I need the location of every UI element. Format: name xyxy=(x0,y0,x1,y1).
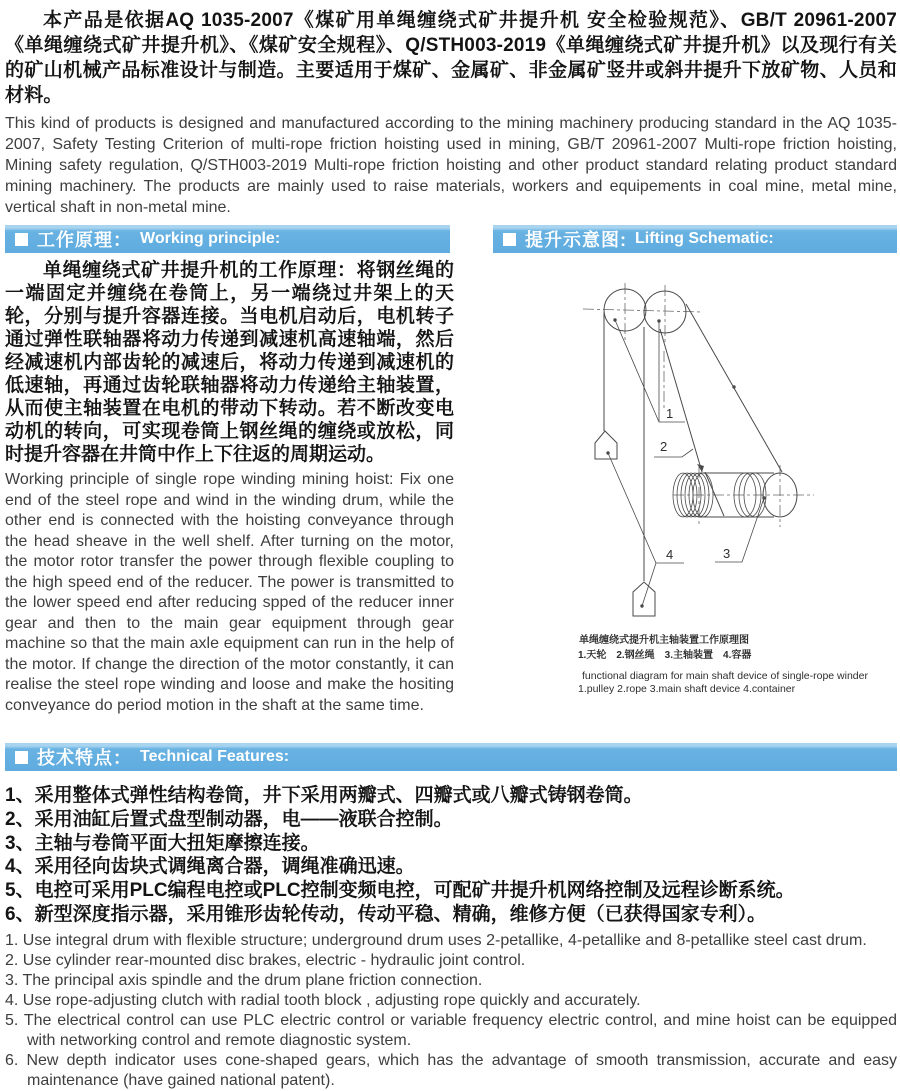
feature-item-cn: 4、采用径向齿块式调绳离合器，调绳准确迅速。 xyxy=(5,856,415,878)
working-principle-text-cn: 单绳缠绕式矿井提升机的工作原理：将钢丝绳的一端固定并缠绕在卷筒上，另一端绕过井架上的天轮，分别与提升容器连接。当电机启动后，电机转子通过弹性联轴器将动力传递到减速机高速轴端，然后经减速机内部齿轮的减速后，将动力传递到减速机的低速轴，再通过齿轮联轴器将动力传递给主轴装置，从而使主轴装置在电机的带动下转动。若不断改变电动机的转向，可实现卷筒上钢丝绳的缠绕或放松，同时提升容器在井筒中作上下往返的周期运动。 xyxy=(5,260,454,465)
lifting-schematic-title-en: Lifting Schematic: xyxy=(635,230,774,247)
leader-lines xyxy=(608,320,764,606)
diagram-label-1: 1 xyxy=(666,406,674,421)
lifting-schematic-diagram xyxy=(487,259,897,737)
section-header-row xyxy=(5,225,897,253)
section-header-lifting-schematic xyxy=(493,225,897,253)
technical-features-title-en: Technical Features: xyxy=(140,748,290,765)
section-marker-icon xyxy=(15,233,28,246)
diagram-label-2: 2 xyxy=(660,439,668,454)
rope-lines xyxy=(604,304,782,581)
feature-item-en: 3. The principal axis spindle and the drum plane friction connection. xyxy=(5,971,483,989)
leader-dots xyxy=(606,318,765,607)
section-header-technical-features xyxy=(5,743,897,771)
centerline-marks xyxy=(583,283,814,527)
technical-features-list-en xyxy=(5,931,897,1091)
diagram-caption-en-items: 1.pulley 2.rope 3.main shaft device 4.container xyxy=(578,683,796,695)
lifting-schematic-title-cn: 提升示意图: xyxy=(525,230,627,250)
feature-item-en: 1. Use integral drum with flexible structure; underground drum uses 2-petallike, 4-petallike and 8-petallike steel cast drum. xyxy=(5,931,867,949)
technical-features-list-cn xyxy=(5,784,897,927)
intro-paragraph-cn: 本产品是依据AQ 1035-2007《煤矿用单绳缠绕式矿井提升机 安全检验规范》、GB/T 20961-2007《单绳缠绕式矿井提升机》、《煤矿安全规程》、Q/STH003-2019《单绳缠绕式矿井提升机》以及现行有关的矿山机械产品标准设计与制造。主要适用于煤矿、金属矿、非金属矿竖井或斜井提升下放矿物、人员和材料。 xyxy=(5,10,897,106)
feature-item-en: 4. Use rope-adjusting clutch with radial tooth block , adjusting rope quickly and accurately. xyxy=(5,991,641,1009)
lifting-schematic-column xyxy=(487,259,897,737)
working-principle-title-cn: 工作原理： xyxy=(37,230,132,250)
technical-features-title-cn: 技术特点： xyxy=(37,748,132,768)
header-gap xyxy=(450,225,493,253)
feature-item-cn: 1、采用整体式弹性结构卷筒，井下采用两瓣式、四瓣式或八瓣式铸钢卷筒。 xyxy=(5,785,643,806)
feature-item-en: 2. Use cylinder rear-mounted disc brakes, electric - hydraulic joint control. xyxy=(5,951,526,969)
working-principle-title-en: Working principle: xyxy=(140,230,281,247)
section-marker-icon xyxy=(15,751,28,764)
section-header-working-principle xyxy=(5,225,450,253)
container-left-icon xyxy=(595,431,617,459)
working-principle-column xyxy=(5,259,454,737)
diagram-caption-cn-title: 单绳缠绕式提升机主轴装置工作原理图 xyxy=(579,635,749,646)
feature-item-en: 6. New depth indicator uses cone-shaped gears, which has the advantage of smooth transmission, accurate and easy maintenance (have gained national patent). xyxy=(5,1051,897,1089)
intro-paragraph-en: This kind of products is designed and manufactured according to the mining machinery producing standard in the AQ 1035-2007, Safety Testing Criterion of multi-rope friction hoisting used in mining, GB/T 20961-2007 Multi-rope friction hoisting, Mining safety regulation, Q/STH003-2019 Multi-rope friction hoisting and other product standard relating product standard mining machinery. The products are mainly used to raise materials, workers and equipements in coal mine, metal mine, vertical shaft in non-metal mine. xyxy=(5,115,897,216)
feature-item-cn: 6、新型深度指示器，采用锥形齿轮传动，传动平稳、精确，维修方便（已获得国家专利）。 xyxy=(5,903,767,925)
feature-item-cn: 3、主轴与卷筒平面大扭矩摩擦连接。 xyxy=(5,832,320,854)
feature-item-en: 5. The electrical control can use PLC electric control or variable frequency electric control, and mine hoist can be equipped with networking control and remote diagnostic system. xyxy=(5,1011,897,1049)
feature-item-cn: 2、采用油缸后置式盘型制动器，电——液联合控制。 xyxy=(5,808,453,830)
diagram-caption-cn-items: 1.天轮 2.钢丝绳 3.主轴装置 4.容器 xyxy=(578,650,752,661)
section-marker-icon xyxy=(503,233,516,246)
feature-item-cn: 5、电控可采用PLC编程电控或PLC控制变频电控，可配矿井提升机网络控制及远程诊断系统。 xyxy=(5,880,795,902)
diagram-caption-en-title: functional diagram for main shaft device of single-rope winder xyxy=(582,670,868,682)
diagram-label-4: 4 xyxy=(666,547,674,562)
diagram-label-3: 3 xyxy=(723,546,731,561)
working-principle-text-en: Working principle of single rope winding mining hoist: Fix one end of the steel rope and wind in the winding drum, while the other end is connected with the hoisting conveyance through the head sheave in the well shelf. After turning on the motor, the motor rotor transfer the power through flexible coupling to the high speed end of the reducer. The power is transmitted to the lower speed end after reducing spped of the reducer inner gear and then to the main gear equipment through gear machine so that the main axle equipment can run in the help of the motor. If change the direction of the motor constantly, it can realise the steel rope winding and loose and make the hositing conveyance do period motion in the shaft at the same time. xyxy=(5,471,454,714)
two-column-section xyxy=(5,259,897,737)
